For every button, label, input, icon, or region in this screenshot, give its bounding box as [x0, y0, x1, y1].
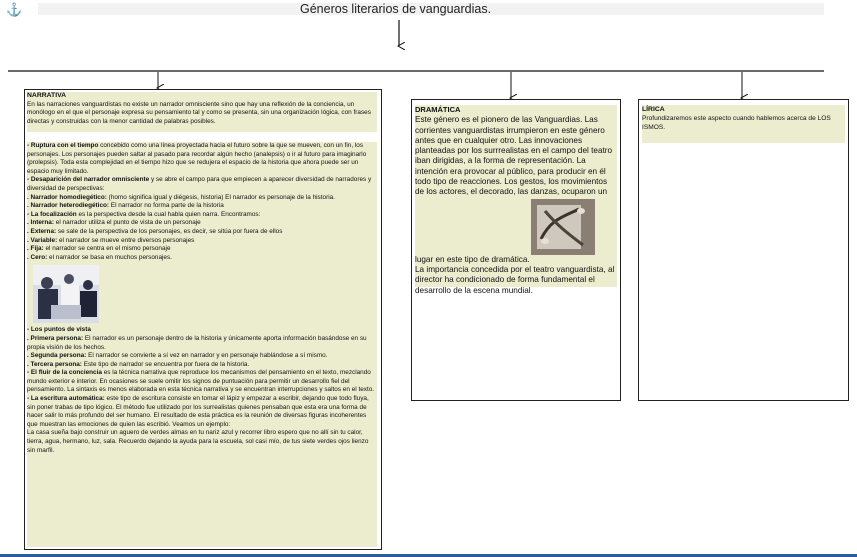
- p1-label: - Ruptura con el tiempo: [27, 142, 99, 149]
- p10-label: . Cero:: [27, 253, 48, 261]
- p10-text: el narrador se basa en muchos personajes.: [47, 253, 172, 261]
- narrativa-intro-block: [27, 92, 377, 132]
- narrativa-heading: NARRATIVA: [27, 92, 67, 99]
- q2-text: El narrador es un personaje dentro de la historia y únicamente aporta información basándose en su propia visión de los hechos.: [27, 334, 367, 351]
- narrativa-body: [27, 142, 377, 547]
- narrativa-intro: En las narraciones vanguardistas no existe un narrador omnisciente sino que hay una reflexión de la conciencia, un monólogo en el que el personaje expresa su pensamiento tal y como se presenta, sin una organización lógica, con frases directas y construidas con la menor cantidad de palabras posibles.: [27, 100, 371, 125]
- dramatica-content: [415, 105, 617, 295]
- p5-text: es la perspectiva desde la cual habla quien narra. Encontramos:: [76, 210, 261, 218]
- dramatica-text-2: lugar en este tipo de dramática.: [415, 254, 530, 264]
- p5-label: - La focalización: [27, 210, 77, 218]
- q6-text: este tipo de escritura consiste en tomar el lápiz y empezar a escribir, dejando que todo fluya, sin poner trabas de tipo lógico. El método fue utilizado por los surrealistas quienes pensaban que esta era una forma de hacer salir lo más profundo del ser humano. El resultado de esta práctica es la reunión de diversas figuras incoherentes que muestran las emociones de quien las escribió. Veamos un ejemplo:: [27, 395, 369, 428]
- lirica-heading: LÍRICA: [642, 106, 665, 113]
- p3-text: (homo significa igual y diégesis, historia) El narrador es personaje de la historia.: [106, 193, 335, 201]
- q5-label: - El fluir de la conciencia: [27, 369, 102, 377]
- p4-text: El narrador no forma parte de la historia: [109, 202, 224, 210]
- lirica-content: [642, 105, 845, 143]
- p3-label: . Narrador homodiegético:: [27, 193, 107, 201]
- q5-text: es la técnica narrativa que reproduce los mecanismos del pensamiento en el texto, mezclando mundo exterior e interior. En ocasiones se suele omitir los signos de puntuación para permitir un desarrollo fiel del pensamiento. La sintaxis es menos elaborada en esta técnica narrativa y se encuentran interrupciones y saltos en el texto.: [27, 369, 375, 394]
- narrativa-box: [24, 89, 382, 550]
- p8-text: el narrador se mueve entre diversos personajes: [57, 236, 195, 244]
- q3-label: . Segunda persona:: [27, 352, 87, 360]
- dramatica-text-3: La importancia concedida por el teatro vanguardista, al director ha condicionado de forma fundamental el desarrollo de la escena mundial.: [415, 264, 615, 295]
- lirica-text: Profundizaremos este aspecto cuando hablemos acerca de LOS ISMOS.: [642, 115, 831, 131]
- narrativa-photo: [33, 265, 99, 323]
- p4-label: . Narrador heterodiegético:: [27, 202, 110, 210]
- p9-label: . Fija:: [27, 245, 44, 253]
- q4-text: Este tipo de narrador se encuentra por fuera de la historia.: [81, 360, 250, 368]
- p1-text: concebido como una línea proyectada hacia el futuro sobre la que se mueven, con un fin, los personajes. Los personajes pueden saltar al pasado para recordar algún hecho (analepsis) o ir al futuro para imaginarlo (prolepsis). Toda esta complejidad en el tiempo hizo que se redujera el espacio de la historia que ahora puede ser un espacio muy limitado.: [27, 142, 367, 175]
- dramatica-heading: DRAMÁTICA: [415, 105, 461, 114]
- q2-label: . Primera persona:: [27, 334, 84, 342]
- p9-text: el narrador se centra en el mismo personaje: [43, 245, 171, 253]
- q6-label: - La escritura automática:: [27, 395, 105, 403]
- p6-text: el narrador utiliza el punto de vista de un personaje: [54, 219, 201, 227]
- q3-text: El narrador se convierte a sí vez en narrador y en personaje hablándose a sí mismo.: [86, 352, 328, 360]
- p7-text: se sale de la perspectiva de los personajes, es decir, se sitúa por fuera de ellos: [56, 227, 283, 235]
- lirica-box: [638, 99, 849, 401]
- p8-label: . Variable:: [27, 236, 58, 244]
- q1-label: - Los puntos de vista: [27, 326, 91, 334]
- dramatica-text-1: Este género es el pionero de las Vanguardias. Las corrientes vanguardistas irrumpieron en este género antes que en cualquier otro. Las innovaciones planteadas por los surrrealistas en el campo del teatro iban dirigidas, a la forma de representación. La intención era provocar al público, para producir en él todo tipo de reacciones. Los gestos, los movimientos de los actores, el decorado, las danzas, ocuparon un: [415, 115, 613, 197]
- q4-label: . Tercera persona:: [27, 360, 82, 368]
- dramatica-photo: [531, 199, 595, 255]
- q7-text: La casa sueña bajo construir un aguero de verdes almas en tu nariz azul y recorrer libro espero que no allí sin tu calor, tierra, agua, hermano, luz, sala. Recuerdo dejando la ayuda para la escuela, sol casi mío, de tus siete verdes ojos lienzo sin marfil.: [27, 429, 369, 454]
- anchor-icon[interactable]: ⚓: [6, 2, 23, 17]
- p2-text: y se abre el campo para que empiecen a aparecer diversidad de narradores y diversidad de perspectivas:: [27, 176, 372, 192]
- p6-label: . Interna:: [27, 219, 54, 227]
- p2-label: - Desaparición del narrador omnisciente: [27, 176, 150, 184]
- dramatica-box: [411, 99, 621, 401]
- diagram-title: Géneros literarios de vanguardias.: [300, 2, 492, 16]
- p7-label: . Externa:: [27, 227, 57, 235]
